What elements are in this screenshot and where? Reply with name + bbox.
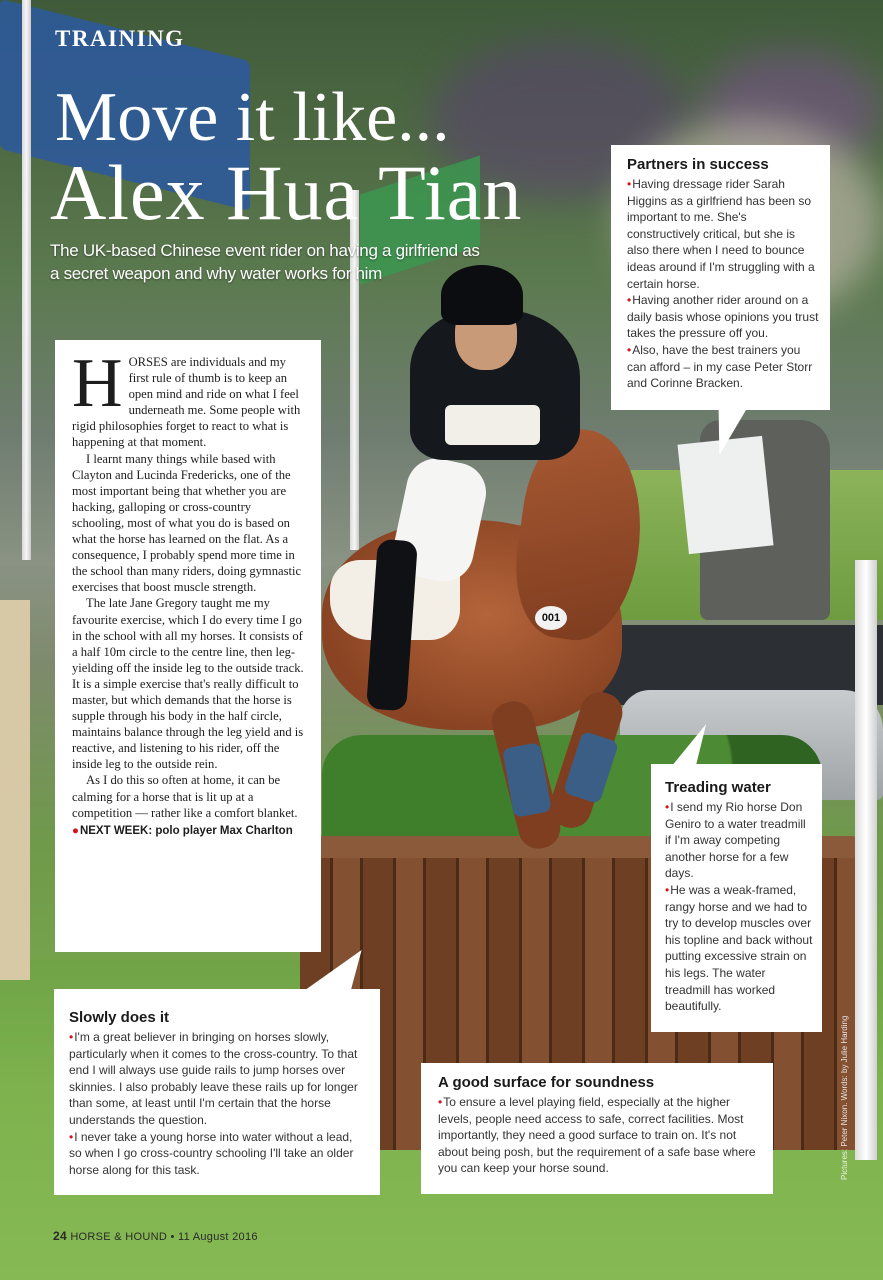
bib-number: 001	[535, 606, 567, 630]
next-week-teaser: ●NEXT WEEK: polo player Max Charlton	[72, 824, 293, 837]
treading-water-box	[651, 764, 822, 1032]
bullet-item: •Also, have the best trainers you can afford – in my case Peter Storr and Corinne Bracken.	[627, 342, 813, 391]
paragraph-3: The late Jane Gregory taught me my favourite exercise, which I do every time I go in the school with all my horses. It consists of a half 10m circle to the centre line, then leg-yielding off the inside leg to the outside track. It is a simple exercise that's really difficult to master, but which demands that the horse is supple through his body in the half circle, maintains balance through the leg yield and is reactive, and listening to his rider, off the inside leg to the outside rein.	[72, 596, 304, 772]
standfirst: The UK-based Chinese event rider on having a girlfriend as a secret weapon and why water works for him	[50, 241, 480, 283]
red-bullet-icon: •	[627, 293, 632, 308]
drop-cap: H	[72, 345, 123, 422]
main-article	[55, 340, 321, 952]
photo-credit: Pictures: Peter Nixon. Words: by Julie Harding	[840, 1015, 849, 1180]
red-bullet-icon: •	[665, 800, 670, 814]
box-title: Slowly does it	[69, 1009, 170, 1026]
red-dot-icon: ●	[72, 824, 79, 837]
box-title: Treading water	[665, 779, 771, 796]
bullet-item: •I send my Rio horse Don Geniro to a water treadmill if I'm away competing another horse for a few days.	[665, 800, 806, 881]
paragraph-4: As I do this so often at home, it can be calming for a horse that is lit up at a competition — rather like a comfort blanket.	[72, 773, 298, 820]
bullet-item: •To ensure a level playing field, especially at the higher levels, people need access to safe, correct facilities. Most importantly, they need a good surface to train on. It's not about being posh, but the requirement of a safe base where you can keep your horse sound.	[438, 1095, 756, 1176]
box-title: Partners in success	[627, 156, 769, 173]
bullet-item: •I'm a great believer in bringing on horses slowly, particularly when it comes to the cross-country. To that end I will always use guide rails to jump horses over skinnies. I also probably leave these rails up for longer than some, at least until I'm certain that the horse understands the question.	[69, 1030, 358, 1127]
bullet-item: •He was a weak-framed, rangy horse and we had to try to develop muscles over his topline and back without putting excessive strain on his legs. The water treadmill has worked beautifully.	[665, 882, 813, 1014]
section-label: TRAINING	[55, 26, 185, 51]
red-bullet-icon: •	[69, 1129, 74, 1144]
red-bullet-icon: •	[627, 342, 632, 357]
headline-line-1: Move it like...	[55, 79, 450, 156]
red-bullet-icon: •	[665, 882, 670, 897]
headline-line-2: Alex Hua Tian	[50, 149, 523, 236]
slowly-does-it-box	[54, 989, 380, 1195]
paragraph-1: HORSES are individuals and my first rule of thumb is to keep an open mind and ride on what I feel underneath me. Some people with rigid philosophies forget to react to what is happening at that moment.	[72, 345, 301, 450]
paragraph-2: I learnt many things while based with Clayton and Lucinda Fredericks, one of the most important being that whether you are hacking, galloping or cross-country schooling, most of what you do is based on what the horse has learned on the flat. As a consequence, I probably spend more time in the school than many riders, doing gymnastic exercises that boost muscle strength.	[72, 451, 302, 595]
good-surface-box	[421, 1063, 773, 1194]
bullet-item: •Having dressage rider Sarah Higgins as a girlfriend has been so important to me. She's constructively critical, but she is also there when I need to bounce ideas around if I'm struggling with a certain horse.	[627, 177, 815, 291]
red-bullet-icon: •	[438, 1095, 443, 1109]
partners-in-success-box	[611, 145, 830, 410]
red-bullet-icon: •	[69, 1030, 74, 1044]
publication-date: HORSE & HOUND • 11 August 2016	[70, 1231, 258, 1243]
bullet-item: •I never take a young horse into water without a lead, so when I go cross-country schooling I'll take an older horse along for this task.	[69, 1129, 354, 1177]
red-bullet-icon: •	[627, 177, 632, 191]
page-number: 24	[53, 1229, 67, 1243]
bullet-item: •Having another rider around on a daily basis whose opinions you trust takes the pressure off you.	[627, 293, 819, 341]
box-title: A good surface for soundness	[438, 1074, 655, 1091]
page-footer	[53, 1229, 258, 1243]
